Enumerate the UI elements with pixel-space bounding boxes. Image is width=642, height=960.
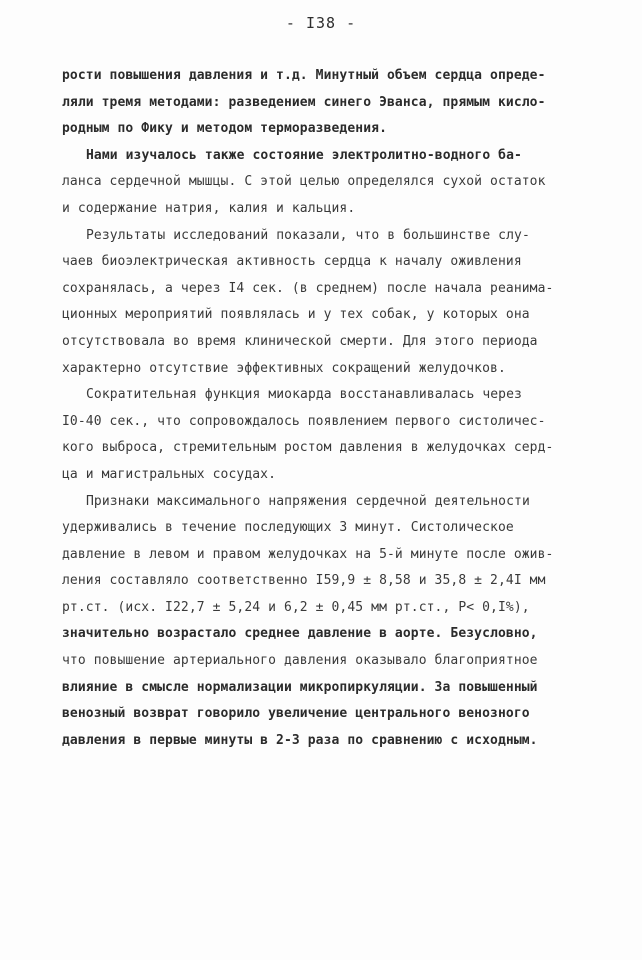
paragraph-3: [62, 223, 622, 383]
paragraph-1: [62, 63, 622, 143]
text-line: ляли тремя методами: разведением синего Эванса, прямым кисло-: [62, 94, 546, 110]
text-line: Нами изучалось также состояние электролитно-водного ба-: [86, 147, 522, 163]
text-line: Результаты исследований показали, что в большинстве слу-: [86, 227, 530, 243]
text-line: рости повышения давления и т.д. Минутный объем сердца опреде-: [62, 68, 546, 83]
page-number: - I38 -: [285, 14, 357, 32]
text-line: отсутствовала во время клинической смерти. Для этого периода: [62, 333, 538, 349]
text-line: I0-40 сек., что сопровождалось появлением первого систоличес-: [62, 413, 546, 429]
paragraph-5: [62, 489, 622, 755]
text-line: давления в первые минуты в 2-3 раза по сравнению с исходным.: [62, 732, 538, 748]
text-line: ца и магистральных сосудах.: [62, 466, 277, 482]
text-line: ления составляло соответственно I59,9 ± 8,58 и 35,8 ± 2,4I мм: [62, 573, 546, 589]
text-line: родным по Фику и методом терморазведения.: [62, 121, 387, 137]
text-line: Признаки максимального напряжения сердечной деятельности: [86, 493, 530, 509]
text-line: влияние в смысле нормализации микропиркуляции. За повышенный: [62, 679, 538, 695]
text-line: венозный возврат говорило увеличение центрального венозного: [62, 706, 530, 722]
paragraph-4: [62, 382, 622, 488]
text-line: давление в левом и правом желудочках на 5-й минуте после ожив-: [62, 546, 554, 562]
text-line: ционных мероприятий появлялась и у тех собак, у которых она: [62, 307, 530, 323]
text-line: сохранялась, а через I4 сек. (в среднем) после начала реанима-: [62, 280, 554, 296]
text-line: что повышение артериального давления оказывало благоприятное: [62, 653, 538, 669]
text-line: ланса сердечной мышцы. С этой целью определялся сухой остаток: [62, 174, 546, 190]
paragraph-2: [62, 143, 622, 223]
text-line: значительно возрастало среднее давление в аорте. Безусловно,: [62, 626, 538, 642]
body-text: [62, 63, 622, 754]
text-line: чаев биоэлектрическая активность сердца к началу оживления: [62, 254, 522, 270]
text-line: и содержание натрия, калия и кальция.: [62, 200, 356, 216]
text-line: кого выброса, стремительным ростом давления в желудочках серд-: [62, 440, 554, 456]
text-line: Сократительная функция миокарда восстанавливалась через: [86, 387, 522, 403]
text-line: характерно отсутствие эффективных сокращений желудочков.: [62, 360, 506, 376]
text-line: удерживались в течение последующих 3 минут. Систолическое: [62, 520, 514, 536]
text-line: рт.ст. (исх. I22,7 ± 5,24 и 6,2 ± 0,45 мм рт.ст., P< 0,I%),: [62, 599, 530, 615]
